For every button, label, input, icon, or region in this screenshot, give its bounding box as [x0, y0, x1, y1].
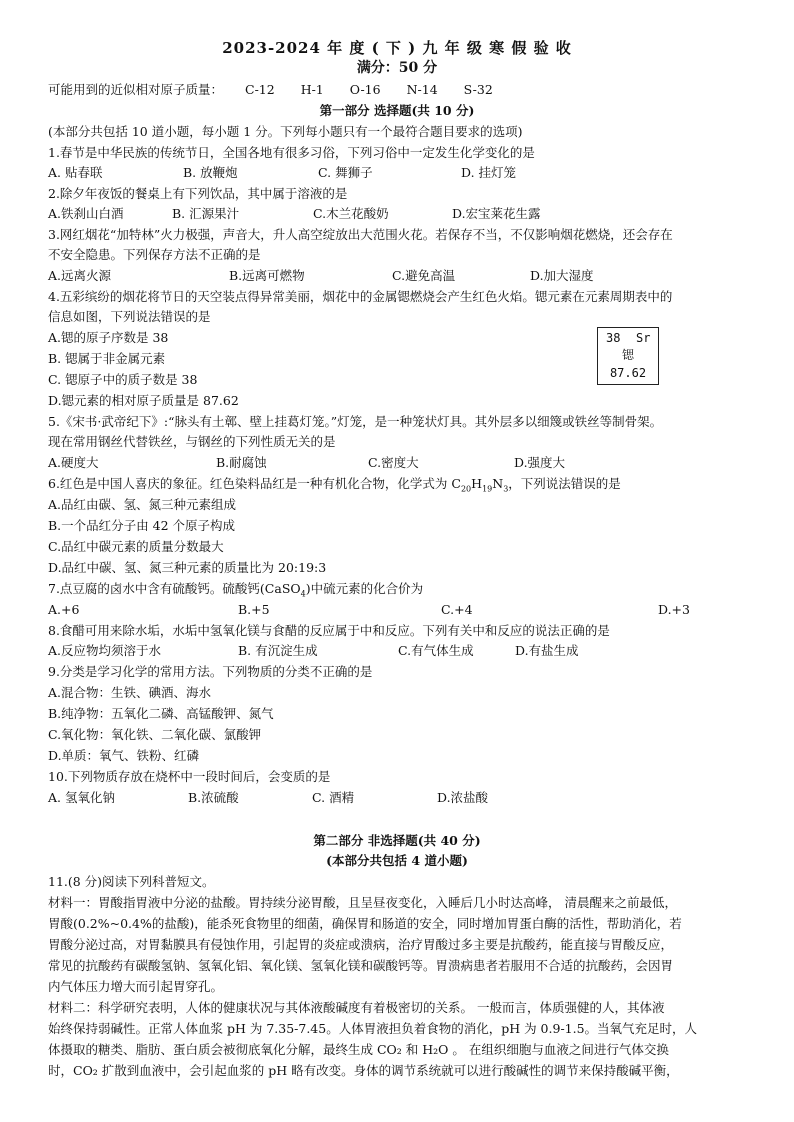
material2-line4: 时，CO₂ 扩散到血液中，会引起血浆的 pH 略有改变。身体的调节系统就可以进行酸碱性的调节来保持酸碱平衡，: [48, 1063, 679, 1078]
q1-option-b: B. 放鞭炮: [183, 165, 238, 180]
mass-c: C-12: [245, 82, 275, 97]
q5-option-d: D.强度大: [514, 455, 566, 470]
q1-stem: 1.春节是中华民族的传统节日，全国各地有很多习俗，下列习俗中一定发生化学变化的是: [48, 145, 535, 160]
q8-stem: 8.食醋可用来除水垢，水垢中氢氧化镁与食醋的反应属于中和反应。下列有关中和反应的说法正确的是: [48, 623, 610, 638]
q5-option-c: C.密度大: [368, 455, 419, 470]
q4-option-a: A.锶的原子序数是 38: [48, 330, 169, 345]
q9-option-d: D.单质：氧气、铁粉、红磷: [48, 748, 200, 763]
q10-option-c: C. 酒精: [312, 790, 355, 805]
part2-heading: 第二部分 非选择题(共 40 分): [313, 833, 481, 848]
q10-option-a: A. 氢氧化钠: [48, 790, 115, 805]
q7-option-c: C.+4: [441, 602, 473, 617]
q6-option-a: A.品红由碳、氢、氮三种元素组成: [48, 497, 237, 512]
mass-o: O-16: [349, 82, 381, 97]
full-score: 满分：50 分: [356, 60, 438, 76]
q3-option-a: A.远离火源: [48, 268, 112, 283]
material1-line2: 胃酸(0.2%~0.4%的盐酸)，能杀死食物里的细菌，确保胃和肠道的安全，同时增加胃蛋白酶的活性，帮助消化，若: [48, 916, 682, 931]
q2-option-b: B. 汇源果汁: [172, 206, 240, 221]
material1-line5: 内气体压力增大而引起胃穿孔。: [48, 979, 224, 994]
q4-option-b: B. 锶属于非金属元素: [48, 351, 166, 366]
q3-option-c: C.避免高温: [392, 268, 456, 283]
element-name: 锶: [621, 348, 634, 362]
q9-stem: 9.分类是学习化学的常用方法。下列物质的分类不正确的是: [48, 664, 373, 679]
material2-line3: 体摄取的糖类、脂肪、蛋白质会被彻底氧化分解，最终生成 CO₂ 和 H₂O 。 在组织细胞与血液之间进行气体交换: [48, 1042, 669, 1057]
q5-stem-line2: 现在常用钢丝代替铁丝，与钢丝的下列性质无关的是: [48, 434, 336, 449]
strontium-element-card: [597, 327, 659, 385]
material2-line1: 材料二：科学研究表明，人体的健康状况与其体液酸碱度有着极密切的关系。 一般而言，体质强健的人，其体液: [48, 1000, 665, 1015]
q3-stem-line2: 不安全隐患。下列保存方法不正确的是: [48, 247, 261, 262]
q4-option-d: D.锶元素的相对原子质量是 87.62: [48, 393, 239, 408]
q2-option-a: A.铁刹山白酒: [48, 206, 124, 221]
q6-stem: 6.红色是中国人喜庆的象征。红色染料品红是一种有机化合物，化学式为 $C_{20}H_{19}N_3$，下列说法错误的是: [48, 476, 621, 494]
q8-option-d: D.有盐生成: [515, 643, 579, 658]
element-symbol: Sr: [636, 331, 651, 345]
q9-option-b: B.纯净物：五氧化二磷、高锰酸钾、氮气: [48, 706, 274, 721]
q6-option-d: D.品红中碳、氢、氮三种元素的质量比为 20:19:3: [48, 560, 327, 575]
q8-option-c: C.有气体生成: [398, 643, 474, 658]
mass-s: S-32: [463, 82, 493, 97]
q2-stem: 2.除夕年夜饭的餐桌上有下列饮品，其中属于溶液的是: [48, 186, 348, 201]
q11-stem: 11.(8 分)阅读下列科普短文。: [48, 874, 215, 889]
part1-intro: (本部分共包括 10 道小题，每小题 1 分。下列每小题只有一个最符合题目要求的选项): [48, 124, 523, 139]
mass-n: N-14: [406, 82, 438, 97]
q4-option-c: C. 锶原子中的质子数是 38: [48, 372, 198, 387]
q5-stem-line1: 5.《宋书·武帝纪下》:“脉头有土鄣、壁上挂葛灯笼。”灯笼，是一种笼状灯具。其外层多以细篾或铁丝等制骨架。: [48, 414, 663, 429]
q1-option-c: C. 舞狮子: [318, 165, 373, 180]
q4-stem-line2: 信息如图，下列说法错误的是: [48, 309, 211, 324]
part1-heading: 第一部分 选择题(共 10 分): [319, 103, 475, 118]
q10-option-d: D.浓盐酸: [437, 790, 489, 805]
q9-option-a: A.混合物：生铁、碘酒、海水: [48, 685, 212, 700]
q8-option-b: B. 有沉淀生成: [238, 643, 318, 658]
part2-subheading: (本部分共包括 4 道小题): [326, 853, 468, 868]
q5-option-b: B.耐腐蚀: [216, 455, 267, 470]
q8-option-a: A.反应物均须溶于水: [48, 643, 162, 658]
q6-option-c: C.品红中碳元素的质量分数最大: [48, 539, 224, 554]
material2-line2: 始终保持弱碱性。正常人体血浆 pH 为 7.35-7.45。人体胃液担负着食物的消化，pH 为 0.9-1.5。当氧气充足时，人: [48, 1021, 698, 1036]
q10-option-b: B.浓硫酸: [188, 790, 239, 805]
q6-option-b: B.一个品红分子由 42 个原子构成: [48, 518, 236, 533]
material1-line1: 材料一：胃酸指胃液中分泌的盐酸。胃持续分泌胃酸，且呈昼夜变化，入睡后几小时达高峰， 清晨醒来之前最低，: [48, 895, 677, 910]
q2-option-c: C.木兰花酸奶: [313, 206, 389, 221]
exam-title: 2023-2024 年 度 ( 下 ) 九 年 级 寒 假 验 收: [222, 39, 572, 57]
q10-stem: 10.下列物质存放在烧杯中一段时间后，会变质的是: [48, 769, 331, 784]
q7-option-b: B.+5: [238, 602, 270, 617]
q1-option-d: D. 挂灯笼: [461, 165, 517, 180]
material1-line4: 常见的抗酸药有碳酸氢钠、氢氧化铝、氧化镁、氢氧化镁和碳酸钙等。胃溃病患者若服用不合适的抗酸药，会因胃: [48, 958, 674, 973]
q2-option-d: D.宏宝莱花生露: [452, 206, 541, 221]
mass-h: H-1: [300, 82, 324, 97]
q1-option-a: A. 贴春联: [48, 165, 103, 180]
q4-stem-line1: 4.五彩缤纷的烟花将节日的天空装点得异常美丽，烟花中的金属锶燃烧会产生红色火焰。锶元素在元素周期表中的: [48, 289, 673, 304]
element-number: 38: [606, 331, 621, 345]
q7-stem: 7.点豆腐的卤水中含有硫酸钙。硫酸钙(CaSO$_4$)中硫元素的化合价为: [48, 581, 424, 599]
q3-option-b: B.远离可燃物: [229, 268, 305, 283]
material1-line3: 胃酸分泌过高，对胃黏膜具有侵蚀作用，引起胃的炎症或溃病，治疗胃酸过多主要是抗酸药，能直接与胃酸反应，: [48, 937, 674, 952]
atomic-mass-label: 可能用到的近似相对原子质量：: [48, 82, 224, 97]
q3-option-d: D.加大湿度: [530, 268, 594, 283]
element-mass: 87.62: [609, 366, 647, 380]
q5-option-a: A.硬度大: [48, 455, 99, 470]
atomic-mass-line: [48, 80, 768, 100]
q7-option-d: D.+3: [658, 602, 690, 617]
q9-option-c: C.氧化物：氧化铁、二氧化碳、氯酸钾: [48, 727, 262, 742]
q7-option-a: A.+6: [48, 602, 80, 617]
q3-stem-line1: 3.网红烟花“加特林”火力极强，声音大，升人高空绽放出大范围火花。若保存不当，不仅影响烟花燃烧，还会存在: [48, 227, 673, 242]
